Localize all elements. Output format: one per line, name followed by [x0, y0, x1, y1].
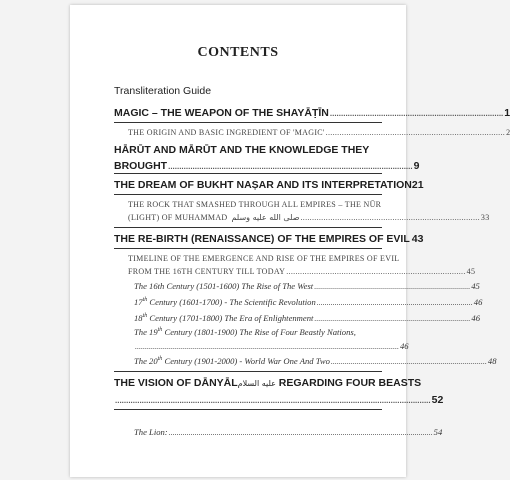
toc-entry-label: The 20th Century (1901-2000) - World War One And Two [134, 356, 330, 366]
salutation-calligraphy: عليه السلام [237, 379, 276, 388]
toc-entry-label: FROM THE 16TH CENTURY TILL TODAY [128, 267, 286, 276]
toc-entry-19th-century[interactable] [134, 341, 409, 351]
toc-entry-rebirth[interactable] [114, 233, 424, 245]
toc-entry-rock-line1[interactable]: THE ROCK THAT SMASHED THROUGH ALL EMPIRES – THE NŪR [128, 200, 382, 209]
toc-entry-18th-century[interactable] [134, 313, 480, 323]
toc-page-number: 46 [473, 297, 483, 307]
toc-entry-dream[interactable] [114, 179, 424, 191]
salutation-calligraphy: صلى الله عليه وسلم [231, 213, 300, 222]
toc-entry-label: BROUGHT [114, 160, 168, 172]
toc-page-number: 21 [411, 179, 424, 191]
toc-entry-label: 17th Century (1601-1700) - The Scientific Revolution [134, 297, 316, 307]
transliteration-guide: Transliteration Guide [114, 85, 212, 97]
leader-dots: .............................................................................. [325, 128, 506, 137]
toc-entry-vision[interactable] [114, 394, 444, 406]
leader-dots: .............................................................................. [329, 109, 504, 118]
toc-page-number: 43 [411, 233, 424, 245]
leader-dots: .............................................................................. [314, 282, 471, 291]
toc-entry-label: The Lion: [134, 427, 168, 437]
divider [114, 409, 382, 410]
toc-entry-label: THE RE-BIRTH (RENAISSANCE) OF THE EMPIRES OF EVIL [114, 233, 410, 245]
leader-dots: .............................................................................. [314, 314, 471, 323]
divider [114, 173, 382, 174]
toc-entry-vision-line1[interactable]: THE VISION OF DĀNYĀLعليه السلام REGARDING FOUR BEASTS [114, 377, 422, 389]
toc-page-number: 45 [471, 281, 480, 291]
toc-entry-label: The 16th Century (1501-1600) The Rise of The West [134, 281, 314, 291]
leader-dots: .............................................................................. [316, 298, 473, 307]
toc-entry-label: MAGIC – THE WEAPON OF THE SHAYĀṬĪN [114, 107, 329, 119]
leader-dots: .............................................................................................................................................. [115, 396, 431, 405]
leader-dots: .............................................................................................................. [168, 162, 413, 171]
toc-entry-label: 18th Century (1701-1800) The Era of Enlightenment [134, 313, 314, 323]
toc-entry-label: (LIGHT) OF MUHAMMAD [128, 213, 228, 222]
leader-dots: .................................................................................................................................... [168, 428, 433, 437]
toc-page-number: 54 [433, 427, 443, 437]
toc-page-number: 9 [413, 160, 420, 172]
leader-dots: .................................................................................................................................... [135, 342, 399, 351]
toc-page-number: 46 [400, 341, 409, 351]
toc-entry-20th-century[interactable] [134, 356, 497, 366]
divider [114, 227, 382, 228]
toc-entry-timeline[interactable] [128, 267, 476, 276]
toc-entry-magic[interactable] [114, 107, 510, 119]
toc-entry-label: THE ORIGIN AND BASIC INGREDIENT OF 'MAGIC' [128, 128, 325, 137]
toc-entry-timeline-line1[interactable]: TIMELINE OF THE EMERGENCE AND RISE OF THE EMPIRES OF EVIL [128, 254, 400, 263]
toc-entry-16th-century[interactable] [134, 281, 480, 291]
leader-dots: .............................................................................. [286, 267, 466, 276]
toc-entry-19th-century-line1[interactable]: The 19th Century (1801-1900) The Rise of Four Beastly Nations, [134, 327, 356, 337]
toc-entry-harut[interactable] [114, 160, 420, 172]
divider [114, 248, 382, 249]
book-page [70, 5, 510, 477]
divider [114, 122, 382, 123]
toc-page-number: 45 [466, 267, 476, 276]
toc-entry-origin[interactable] [128, 128, 510, 137]
toc-entry-harut-line1[interactable]: HĀRŪT AND MĀRŪT AND THE KNOWLEDGE THEY [114, 144, 370, 156]
toc-page-number: 46 [471, 313, 480, 323]
toc-page-number: 1 [504, 107, 510, 119]
toc-entry-lion[interactable] [134, 427, 443, 437]
toc-page-number: 33 [480, 213, 490, 222]
page-title: CONTENTS [197, 45, 279, 60]
toc-entry-17th-century[interactable] [134, 297, 483, 307]
toc-entry-label: THE DREAM OF BUKHT NAṢAR AND ITS INTERPRETATION [114, 179, 412, 191]
leader-dots: .............................................................................. [300, 213, 480, 222]
leader-dots: .............................................................................. [330, 357, 487, 366]
toc-page-number: 2 [506, 128, 510, 137]
toc-page-number: 48 [487, 356, 497, 366]
divider [114, 194, 382, 195]
toc-page-number: 52 [431, 394, 444, 406]
divider [114, 371, 382, 372]
toc-entry-rock[interactable] [128, 213, 490, 222]
